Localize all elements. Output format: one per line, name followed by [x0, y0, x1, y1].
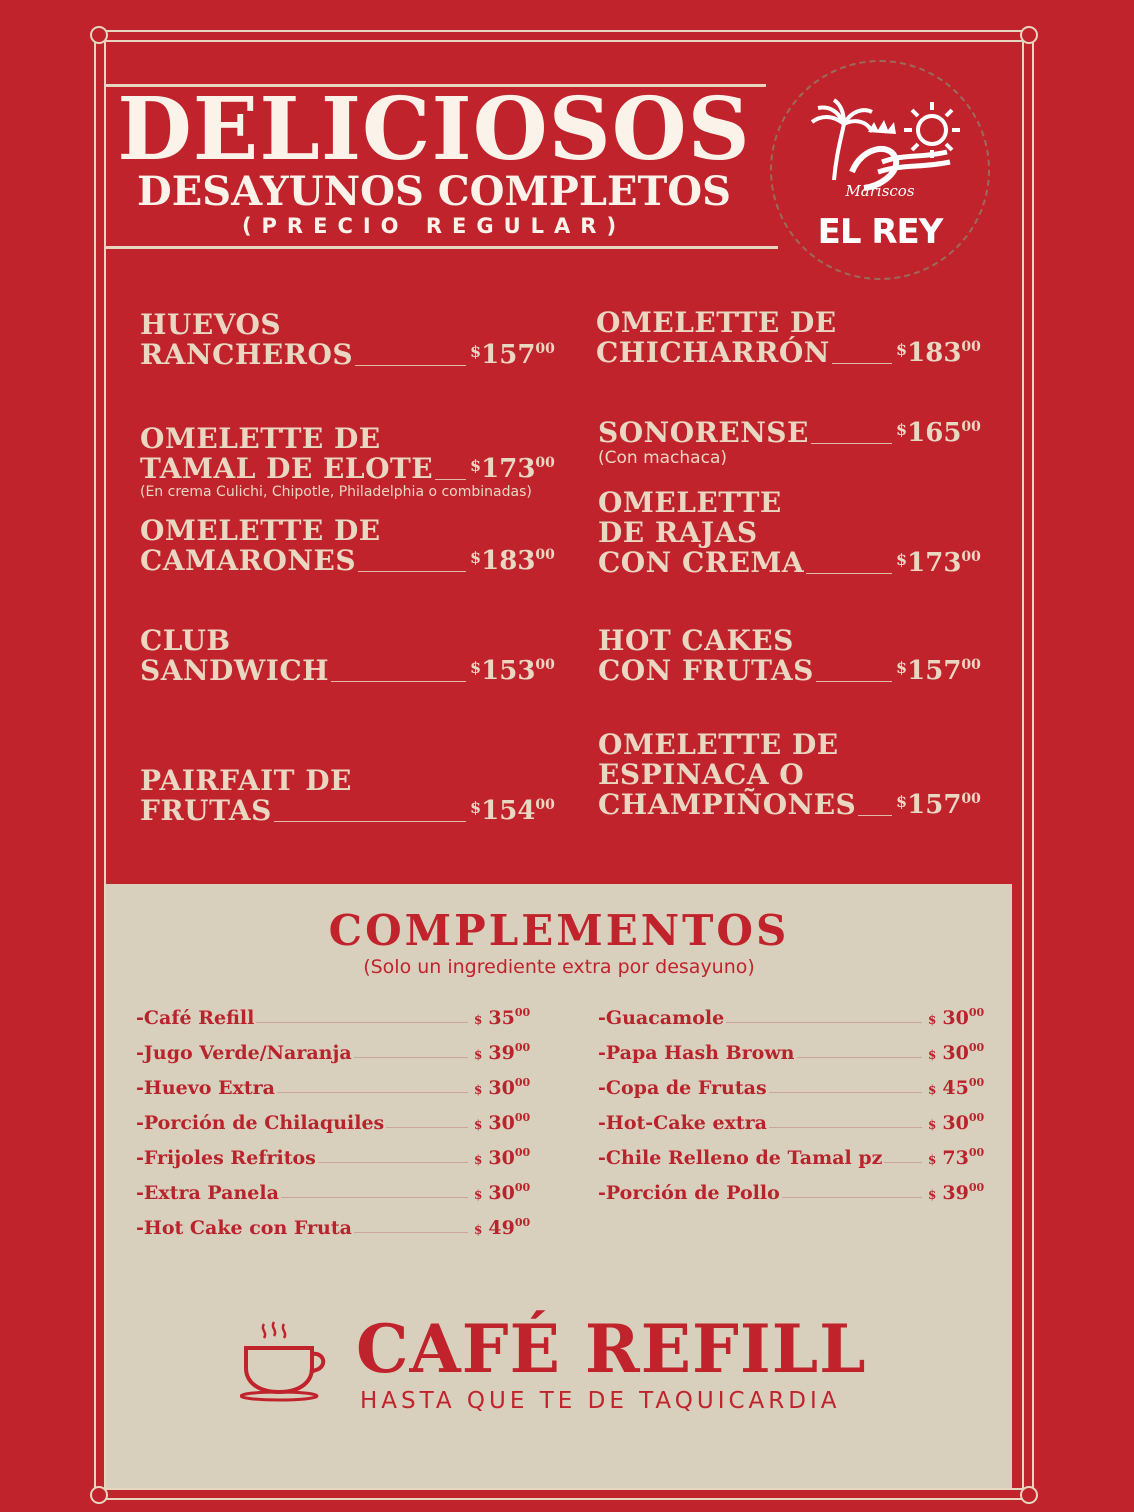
complemento-item	[598, 1181, 994, 1204]
complemento-price: $ $39^{00}$	[474, 1041, 531, 1064]
item-price: $^{\$}165^{00}$	[896, 418, 981, 448]
leader-line	[769, 1127, 922, 1128]
item-note: (Con machaca)	[598, 448, 727, 468]
complemento-name: -Café Refill	[136, 1007, 255, 1029]
complemento-price: $ $30^{00}$	[928, 1006, 985, 1029]
item-name-line2: CON FRUTAS	[598, 654, 814, 687]
menu-item	[140, 516, 560, 576]
complemento-name: -Copa de Frutas	[598, 1077, 767, 1099]
leader-line	[811, 442, 892, 444]
item-price: $^{\$}154^{00}$	[470, 796, 555, 826]
complemento-name: -Hot Cake con Fruta	[136, 1217, 352, 1239]
item-price: $^{\$}173^{00}$	[896, 548, 981, 578]
leader-line	[358, 570, 466, 572]
logo-tagline: Mariscos	[845, 182, 915, 200]
item-name-line2: FRUTAS	[140, 794, 272, 827]
item-price: $^{\$}157^{00}$	[470, 340, 555, 370]
complementos-title: COMPLEMENTOS	[328, 906, 790, 955]
complemento-name: -Hot-Cake extra	[598, 1112, 767, 1134]
item-name-line0: OMELETTE DE	[598, 728, 839, 761]
menu-subtitle: DESAYUNOS COMPLETOS	[137, 168, 731, 215]
item-name-line1: PAIRFAIT DE	[140, 764, 352, 797]
complemento-price: $ $30^{00}$	[928, 1041, 985, 1064]
leader-line	[884, 1162, 922, 1163]
complemento-price: $ $30^{00}$	[928, 1111, 985, 1134]
item-name-line2: SANDWICH	[140, 654, 330, 687]
item-name-line1: ESPINACA O	[598, 758, 805, 791]
complemento-price: $ $30^{00}$	[474, 1076, 531, 1099]
leader-line	[281, 1197, 468, 1198]
menu-item	[140, 626, 560, 686]
menu-item	[598, 626, 986, 686]
leader-line	[858, 814, 892, 816]
complemento-name: -Guacamole	[598, 1007, 725, 1029]
leader-line	[386, 1127, 468, 1128]
complemento-name: -Chile Relleno de Tamal pz	[598, 1147, 883, 1169]
logo-brand-name: EL REY	[817, 212, 943, 252]
complemento-name: -Porción de Pollo	[598, 1182, 780, 1204]
complemento-price: $ $49^{00}$	[474, 1216, 531, 1239]
complemento-item	[598, 1111, 994, 1134]
item-name-line1: CLUB	[140, 624, 231, 657]
complemento-item	[598, 1146, 994, 1169]
leader-line	[256, 1022, 468, 1023]
item-name-line2: SONORENSE	[598, 416, 809, 449]
refill-subtitle: HASTA QUE TE DE TAQUICARDIA	[360, 1388, 841, 1414]
leader-line	[355, 364, 466, 366]
item-name-line1: DE RAJAS	[598, 516, 758, 549]
menu-item	[598, 488, 986, 578]
complemento-price: $ $30^{00}$	[474, 1111, 531, 1134]
leader-line	[354, 1057, 468, 1058]
complemento-name: -Huevo Extra	[136, 1077, 275, 1099]
menu-item	[140, 766, 560, 826]
coffee-cup-icon	[240, 1320, 332, 1402]
item-price: $^{\$}157^{00}$	[896, 656, 981, 686]
menu-item	[596, 308, 986, 368]
complemento-item	[136, 1181, 540, 1204]
leader-line	[726, 1022, 922, 1023]
item-name-line2: CHAMPIÑONES	[598, 788, 857, 821]
complemento-item	[136, 1216, 540, 1239]
complemento-item	[598, 1006, 994, 1029]
complemento-item	[136, 1006, 540, 1029]
complemento-name: -Extra Panela	[136, 1182, 279, 1204]
complemento-item	[136, 1076, 540, 1099]
complemento-item	[598, 1076, 994, 1099]
menu-item	[140, 424, 580, 500]
brand-logo	[770, 60, 990, 280]
complemento-price: $ $45^{00}$	[928, 1076, 985, 1099]
complemento-item	[598, 1041, 994, 1064]
leader-line	[797, 1057, 923, 1058]
complemento-item	[136, 1111, 540, 1134]
complemento-item	[136, 1041, 540, 1064]
leader-line	[331, 680, 466, 682]
item-name-line1: OMELETTE DE	[596, 306, 837, 339]
menu-price-note: (PRECIO REGULAR)	[241, 214, 627, 238]
item-name-line1: HOT CAKES	[598, 624, 794, 657]
refill-title: CAFÉ REFILL	[356, 1310, 867, 1388]
leader-line	[816, 680, 892, 682]
leader-line	[274, 820, 466, 822]
frame-corner-ornament	[1020, 1486, 1038, 1504]
complemento-name: -Porción de Chilaquiles	[136, 1112, 385, 1134]
complemento-name: -Frijoles Refritos	[136, 1147, 316, 1169]
item-name-line0: OMELETTE	[598, 486, 782, 519]
leader-line	[277, 1092, 468, 1093]
leader-line	[832, 362, 892, 364]
item-price: $^{\$}183^{00}$	[896, 338, 981, 368]
leader-line	[806, 572, 892, 574]
item-name-line2: CON CREMA	[598, 546, 805, 579]
header-rule-bottom	[106, 246, 778, 249]
menu-item	[140, 310, 560, 370]
complemento-price: $ $35^{00}$	[474, 1006, 531, 1029]
leader-line	[769, 1092, 922, 1093]
frame-corner-ornament	[90, 1486, 108, 1504]
item-price: $^{\$}173^{00}$	[470, 454, 555, 484]
complemento-price: $ $30^{00}$	[474, 1181, 531, 1204]
menu-item	[598, 418, 986, 468]
complementos-subtitle: (Solo un ingrediente extra por desayuno)	[363, 956, 755, 978]
leader-line	[354, 1232, 468, 1233]
item-name-line1: OMELETTE DE	[140, 514, 381, 547]
complemento-price: $ $39^{00}$	[928, 1181, 985, 1204]
complemento-price: $ $73^{00}$	[928, 1146, 985, 1169]
menu-title: DELICIOSOS	[117, 79, 751, 180]
item-name-line2: CAMARONES	[140, 544, 357, 577]
item-price: $^{\$}157^{00}$	[896, 790, 981, 820]
item-name-line2: CHICHARRÓN	[596, 336, 830, 369]
complemento-item	[136, 1146, 540, 1169]
item-price: $^{\$}183^{00}$	[470, 546, 555, 576]
leader-line	[318, 1162, 468, 1163]
item-name-line1: OMELETTE DE	[140, 422, 381, 455]
item-name-line2: TAMAL DE ELOTE	[140, 452, 434, 485]
frame-corner-ornament	[1020, 26, 1038, 44]
complemento-price: $ $30^{00}$	[474, 1146, 531, 1169]
complemento-name: -Jugo Verde/Naranja	[136, 1042, 352, 1064]
item-name-line1: HUEVOS	[140, 308, 282, 341]
leader-line	[782, 1197, 922, 1198]
item-note: (En crema Culichi, Chipotle, Philadelphia o combinadas)	[140, 484, 532, 500]
menu-item	[598, 730, 986, 820]
item-price: $^{\$}153^{00}$	[470, 656, 555, 686]
item-name-line2: RANCHEROS	[140, 338, 354, 371]
complemento-name: -Papa Hash Brown	[598, 1042, 795, 1064]
leader-line	[435, 478, 466, 480]
